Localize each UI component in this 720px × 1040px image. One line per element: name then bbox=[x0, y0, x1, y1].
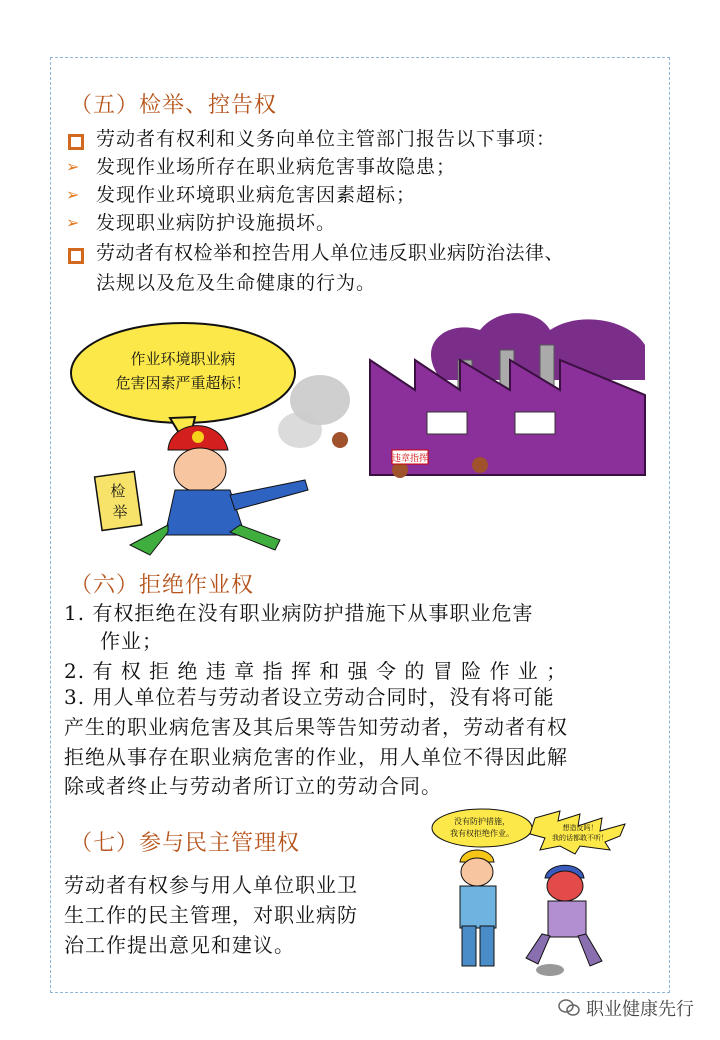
section6-item3-line1: 3. 用人单位若与劳动者设立劳动合同时，没有将可能 bbox=[64, 685, 555, 709]
boss-face bbox=[547, 871, 583, 901]
section6-item3-line4: 除或者终止与劳动者所订立的劳动合同。 bbox=[64, 774, 442, 798]
factory-window bbox=[427, 412, 467, 434]
worker-leg bbox=[130, 525, 168, 555]
watermark bbox=[558, 995, 694, 1021]
report-card-text-2: 举 bbox=[112, 503, 128, 521]
worker-bubble-line2: 我有权拒绝作业。 bbox=[450, 829, 514, 838]
section6-item2: 2. 有 权 拒 绝 违 章 指 挥 和 强 令 的 冒 险 作 业 ； bbox=[64, 659, 568, 683]
dust-cloud bbox=[278, 412, 322, 448]
arrow-bullet-icon: ➢ bbox=[66, 213, 80, 232]
boss-bubble-line1: 想造反吗！ bbox=[562, 824, 598, 832]
factory-report-illustration bbox=[70, 300, 670, 562]
arrow-bullet-icon: ➢ bbox=[66, 157, 80, 176]
worker-face bbox=[174, 448, 226, 492]
square-bullet-icon bbox=[68, 134, 84, 150]
section7-line2: 生工作的民主管理，对职业病防 bbox=[64, 903, 358, 927]
section7-line3: 治工作提出意见和建议。 bbox=[64, 933, 295, 957]
refuse-work-illustration bbox=[430, 806, 660, 984]
section5-intro: 劳动者有权利和义务向单位主管部门报告以下事项： bbox=[96, 128, 557, 150]
worker-shirt bbox=[460, 886, 496, 928]
report-card-text-1: 检 bbox=[110, 482, 126, 500]
factory-window bbox=[515, 412, 555, 434]
worker-bubble-line1: 没有防护措施， bbox=[454, 817, 510, 826]
section5-bullet-2: 发现作业环境职业病危害因素超标； bbox=[96, 184, 417, 206]
arrow-bullet-icon: ➢ bbox=[66, 185, 80, 204]
wechat-icon bbox=[558, 999, 580, 1017]
section6-item1-line2: 作业； bbox=[100, 629, 163, 653]
worker-arm-pointing bbox=[230, 480, 308, 510]
section6-item3-line3: 拒绝从事存在职业病危害的作业，用人单位不得因此解 bbox=[64, 745, 568, 769]
boss-leg bbox=[526, 934, 550, 964]
section6-item1-line1: 1. 有权拒绝在没有职业病防护措施下从事职业危害 bbox=[64, 601, 534, 625]
section5-title: （五）检举、控告权 bbox=[70, 93, 278, 118]
section5-item2-line1: 劳动者有权检举和控告用人单位违反职业病防治法律、 bbox=[96, 242, 565, 264]
section7-line1: 劳动者有权参与用人单位职业卫 bbox=[64, 873, 358, 897]
boss-jacket bbox=[548, 901, 586, 937]
boss-bubble-line2: 我的话都敢不听！ bbox=[552, 834, 608, 842]
section6-title: （六）拒绝作业权 bbox=[70, 573, 255, 598]
worker-leg bbox=[230, 525, 280, 550]
boss-leg bbox=[578, 934, 602, 966]
small-worker bbox=[472, 457, 488, 473]
section5-item2-line2: 法规以及危及生命健康的行为。 bbox=[96, 272, 377, 294]
section7-title: （七）参与民主管理权 bbox=[70, 831, 301, 856]
section5-bullet-1: 发现作业场所存在职业病危害事故隐患； bbox=[96, 156, 457, 178]
boss-speech-bubble bbox=[530, 811, 625, 854]
worker-leg bbox=[462, 926, 476, 966]
worker-speech-bubble bbox=[432, 809, 532, 847]
worker-leg bbox=[480, 926, 494, 966]
helmet-lamp bbox=[192, 431, 204, 443]
section6-item3-line2: 产生的职业病危害及其后果等告知劳动者，劳动者有权 bbox=[64, 715, 568, 739]
boss-sign-text: 违章指挥 bbox=[391, 454, 429, 464]
square-bullet-icon bbox=[68, 248, 84, 264]
worker-face bbox=[461, 858, 493, 886]
bubble-text-line2: 危害因素严重超标！ bbox=[115, 374, 251, 392]
watermark-text: 职业健康先行 bbox=[586, 999, 694, 1020]
speech-bubble bbox=[71, 323, 295, 423]
section5-bullet-3: 发现职业病防护设施损坏。 bbox=[96, 212, 337, 234]
report-card bbox=[95, 471, 142, 530]
small-worker bbox=[332, 432, 348, 448]
dust-puff bbox=[536, 964, 564, 976]
bubble-text-line1: 作业环境职业病 bbox=[130, 350, 236, 368]
